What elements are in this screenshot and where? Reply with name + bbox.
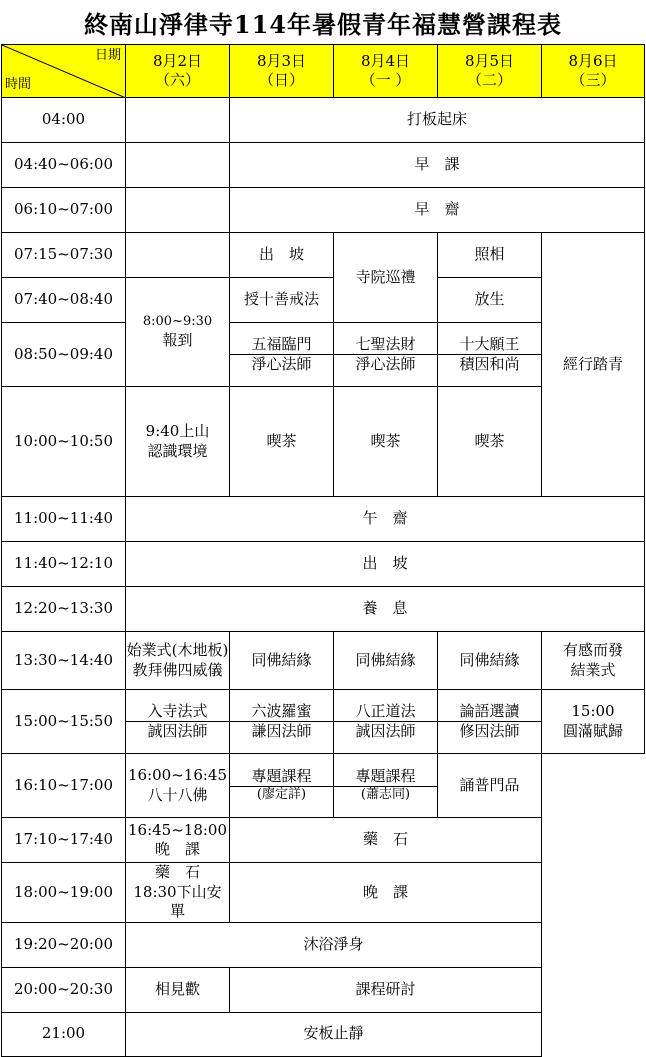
cell-medicine: 藥 石 xyxy=(230,818,542,863)
cell-d5-1610: 誦普門品 xyxy=(438,754,542,818)
cell-d6-morning: 經行踏青 xyxy=(542,233,645,497)
cell-breakfast: 早 齋 xyxy=(230,188,645,233)
table-row xyxy=(2,632,645,690)
corner-header xyxy=(2,45,126,98)
day-header-2: 8月3日 （日） xyxy=(230,45,334,98)
time-cell: 12:20~13:30 xyxy=(2,587,126,632)
date-label: 日期 xyxy=(94,48,121,63)
schedule-table xyxy=(1,44,645,1057)
empty-cell xyxy=(126,233,230,278)
cell-d2-1800: 藥 石 18:30下山安單 xyxy=(126,863,230,923)
cell-study: 課程研討 xyxy=(230,967,542,1012)
table-row xyxy=(2,754,645,818)
day-header-1: 8月2日 （六） xyxy=(126,45,230,98)
time-cell: 21:00 xyxy=(2,1012,126,1056)
cell-d4-1330: 同佛結緣 xyxy=(334,632,438,690)
table-row xyxy=(2,542,645,587)
time-cell: 04:00 xyxy=(2,98,126,143)
table-row xyxy=(2,233,645,278)
cell-d2-register: 8:00~9:30 報到 xyxy=(126,278,230,387)
time-cell: 06:10~07:00 xyxy=(2,188,126,233)
cell-d5-0850: 十大願王 積因和尚 xyxy=(438,323,542,387)
empty-cell xyxy=(126,143,230,188)
table-row xyxy=(2,587,645,632)
page-title: 終南山淨律寺114年暑假青年福慧營課程表 xyxy=(83,9,563,39)
cell-d3-1330: 同佛結緣 xyxy=(230,632,334,690)
cell-d5-0715: 照相 xyxy=(438,233,542,278)
cell-d2-2000: 相見歡 xyxy=(126,967,230,1012)
cell-d2-1000: 9:40上山 認識環境 xyxy=(126,387,230,497)
time-cell: 17:10~17:40 xyxy=(2,818,126,863)
cell-lunch: 午 齋 xyxy=(126,497,645,542)
cell-morning-chant: 早 課 xyxy=(230,143,645,188)
cell-d6-1330: 有感而發 結業式 xyxy=(542,632,645,690)
time-cell: 19:20~20:00 xyxy=(2,922,126,967)
cell-d3-tea: 喫茶 xyxy=(230,387,334,497)
cell-d5-0740: 放生 xyxy=(438,278,542,323)
cell-evening-chant: 晚 課 xyxy=(230,863,542,923)
cell-d4-0850: 七聖法財 淨心法師 xyxy=(334,323,438,387)
cell-d4-tea: 喫茶 xyxy=(334,387,438,497)
time-label: 時間 xyxy=(5,77,32,93)
cell-d3-0715: 出 坡 xyxy=(230,233,334,278)
empty-cell xyxy=(542,754,645,1057)
time-cell: 16:10~17:00 xyxy=(2,754,126,818)
cell-wake: 打板起床 xyxy=(230,98,645,143)
cell-d3-1500: 六波羅蜜 謙因法師 xyxy=(230,690,334,754)
time-cell: 18:00~19:00 xyxy=(2,863,126,923)
time-cell: 15:00~15:50 xyxy=(2,690,126,754)
cell-bath: 沐浴淨身 xyxy=(126,922,542,967)
time-cell: 13:30~14:40 xyxy=(2,632,126,690)
day-header-3: 8月4日 （一 ） xyxy=(334,45,438,98)
table-row xyxy=(2,188,645,233)
cell-d4-0715: 寺院巡禮 xyxy=(334,233,438,323)
header-row xyxy=(2,45,645,98)
cell-lights-out: 安板止靜 xyxy=(126,1012,542,1056)
cell-d5-tea: 喫茶 xyxy=(438,387,542,497)
time-cell: 11:00~11:40 xyxy=(2,497,126,542)
table-row xyxy=(2,143,645,188)
table-row xyxy=(2,98,645,143)
day-header-4: 8月5日 （二） xyxy=(438,45,542,98)
empty-cell xyxy=(126,188,230,233)
empty-cell xyxy=(126,98,230,143)
time-cell: 07:40~08:40 xyxy=(2,278,126,323)
cell-d2-1610: 16:00~16:45 八十八佛 xyxy=(126,754,230,818)
cell-d3-1610: 專題課程 (廖定詳) xyxy=(230,754,334,818)
time-cell: 04:40~06:00 xyxy=(2,143,126,188)
cell-d6-1500: 15:00 圓滿賦歸 xyxy=(542,690,645,754)
time-cell: 07:15~07:30 xyxy=(2,233,126,278)
time-cell: 11:40~12:10 xyxy=(2,542,126,587)
cell-d4-1500: 八正道法 誠因法師 xyxy=(334,690,438,754)
cell-work: 出 坡 xyxy=(126,542,645,587)
time-cell: 08:50~09:40 xyxy=(2,323,126,387)
time-cell: 20:00~20:30 xyxy=(2,967,126,1012)
cell-d2-1710: 16:45~18:00 晚 課 xyxy=(126,818,230,863)
cell-d2-1500: 入寺法式 誠因法師 xyxy=(126,690,230,754)
cell-d4-1610: 專題課程 (蕭志同) xyxy=(334,754,438,818)
cell-d5-1330: 同佛結緣 xyxy=(438,632,542,690)
cell-d5-1500: 論語選讀 修因法師 xyxy=(438,690,542,754)
cell-d3-0740: 授十善戒法 xyxy=(230,278,334,323)
cell-rest: 養 息 xyxy=(126,587,645,632)
day-header-5: 8月6日 （三） xyxy=(542,45,645,98)
table-row xyxy=(2,497,645,542)
cell-d2-1330: 始業式(木地板) 教拜佛四威儀 xyxy=(126,632,230,690)
cell-d3-0850: 五福臨門 淨心法師 xyxy=(230,323,334,387)
time-cell: 10:00~10:50 xyxy=(2,387,126,497)
table-row xyxy=(2,690,645,754)
